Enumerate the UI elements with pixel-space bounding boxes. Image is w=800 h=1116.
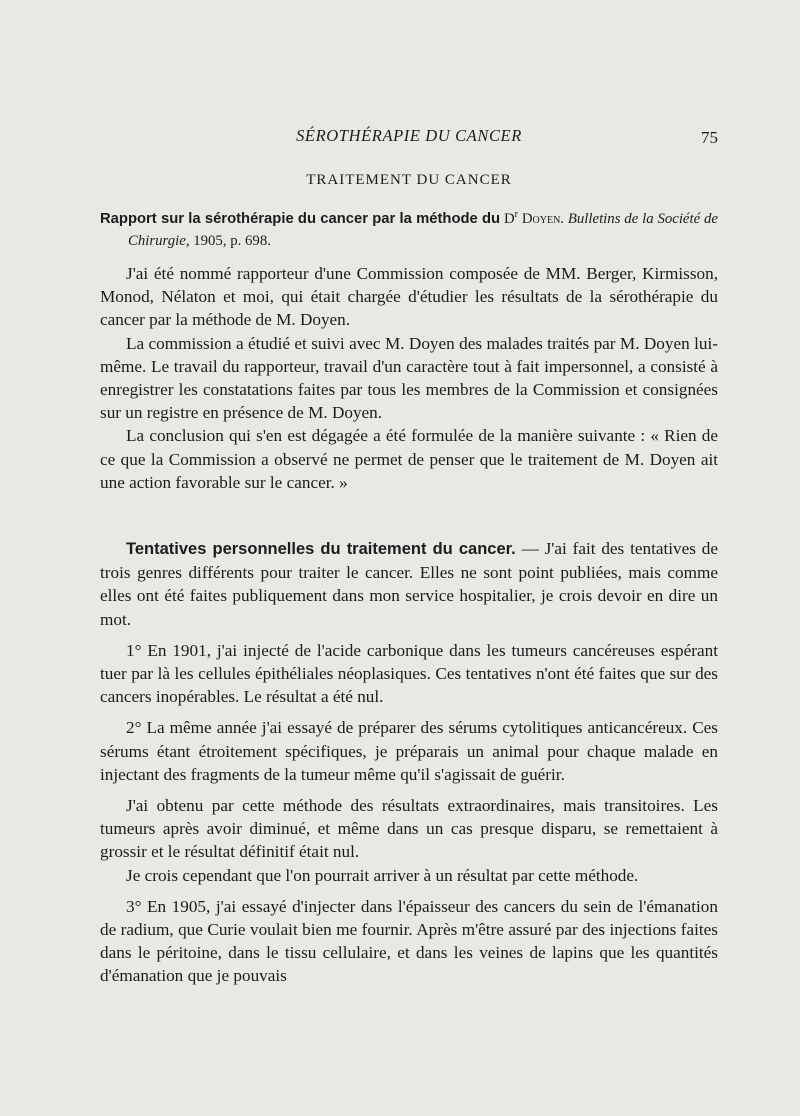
paragraph: 3° En 1905, j'ai essayé d'injecter dans l'épaisseur des cancers du sein de l'émanation de radium, que Curie voulait bien me fournir. Après m'être assuré par des injections faites dans le péritoine, dans le tissu cellulaire, et dans les veines de lapins que les quantités d'émanation que je pouvais [100, 896, 718, 986]
paragraph: La commission a étudié et suivi avec M. Doyen des malades traités par M. Doyen lui-même. Le travail du rapporteur, travail d'un caractère tout à fait impersonnel, a consisté à enregistrer les constatations faites par tous les membres de la Commission et consignées sur un registre en présence de M. Doyen. [100, 333, 718, 423]
reference-author: Doyen [521, 211, 561, 227]
paragraph: J'ai été nommé rapporteur d'une Commission composée de MM. Berger, Kirmisson, Monod, Nélaton et moi, qui était chargée d'étudier les résultats de la sérothérapie du cancer par la méthode de M. Doyen. [100, 264, 718, 330]
page-number: 75 [701, 128, 718, 147]
paragraph: J'ai obtenu par cette méthode des résultats extraordinaires, mais transitoires. Les tumeurs après avoir diminué, et même dans un cas presque disparu, se remettaient à grossir et le résultat définitif était nul. [100, 796, 718, 862]
reference-journal: Bulletins de la Société de Chirurgie [128, 211, 718, 249]
reference-citation: Rapport sur la sérothérapie du cancer par la méthode du $D^r$ Doyen. Bulletins de la Société de Chirurgie, 1905, p. 698. [100, 209, 718, 249]
personal-attempts [100, 537, 718, 988]
commission-report [100, 262, 718, 494]
reference-title: Rapport sur la sérothérapie du cancer par la méthode du [100, 211, 501, 227]
running-title: SÉROTHÉRAPIE DU CANCER [296, 126, 522, 145]
reference-author-sup: r [514, 209, 518, 221]
paragraph: La conclusion qui s'en est dégagée a été formulée de la manière suivante : « Rien de ce que la Commission a observé ne permet de penser que le traitement de M. Doyen ait une action favorable sur le cancer. » [100, 426, 718, 492]
section2-intro: — J'ai fait des tentatives de trois genres différents pour traiter le cancer. Elles ne sont point publiées, mais comme elles ont été faites publiquement dans mon service hospitalier, je crois devoir en dire un mot. [100, 539, 718, 629]
paragraph: 2° La même année j'ai essayé de préparer des sérums cytolitiques anticancéreux. Ces sérums étant étroitement spécifiques, je préparais un animal pour chaque malade en injectant des fragments de la tumeur même qu'il s'agissait de guérir. [100, 718, 718, 784]
section-heading: TRAITEMENT DU CANCER [306, 172, 512, 188]
reference-author-prefix: D [503, 211, 515, 227]
running-head [100, 124, 718, 148]
reference-citation-rest: , 1905, p. 698. [185, 233, 271, 249]
section2-heading: Tentatives personnelles du traitement du cancer. [126, 540, 516, 558]
paragraph: 1° En 1901, j'ai injecté de l'acide carbonique dans les tumeurs cancéreuses espérant tuer par là les cellules épithéliales néoplasiques. Ces tentatives n'ont été faites que sur des cancers inopérables. Le résultat a été nul. [100, 640, 718, 707]
paragraph: Je crois cependant que l'on pourrait arriver à un résultat par cette méthode. [126, 865, 639, 885]
